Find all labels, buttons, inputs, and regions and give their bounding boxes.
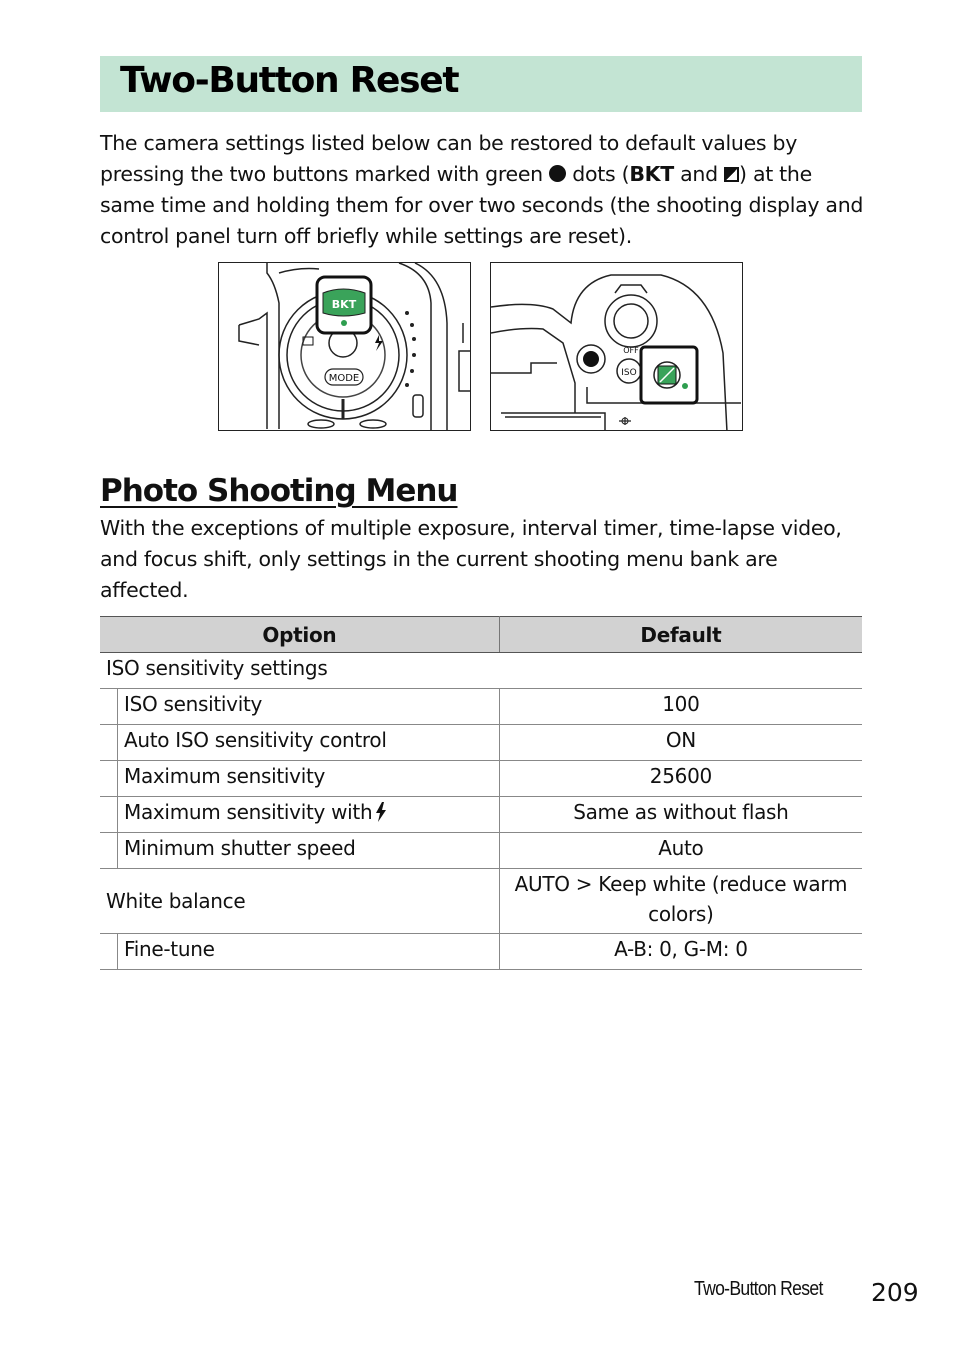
option-cell: ISO sensitivity — [117, 689, 499, 725]
option-cell — [117, 797, 499, 833]
figure-iso-label: ISO — [621, 368, 637, 378]
bkt-button-illustration — [218, 262, 471, 431]
title-banner — [100, 56, 862, 112]
option-cell: Fine-tune — [117, 934, 499, 970]
figure-bkt-label: BKT — [331, 298, 357, 311]
table-row — [100, 689, 862, 725]
table-row — [100, 797, 862, 833]
option-cell: Auto ISO sensitivity control — [117, 725, 499, 761]
option-text: Maximum sensitivity with — [123, 800, 373, 824]
header-option: Option — [100, 617, 499, 653]
reset-settings-table — [100, 616, 862, 970]
default-cell: Same as without flash — [499, 797, 862, 833]
intro-text-3: ) at the same time and holding them for over two seconds (the shooting display and control panel turn off briefly while settings are reset). — [100, 162, 864, 248]
default-cell: A-B: 0, G-M: 0 — [499, 934, 862, 970]
table-row — [100, 725, 862, 761]
section-paragraph: With the exceptions of multiple exposure, interval timer, time-lapse video, and focus shift, only settings in the current shooting menu bank are affected. — [100, 516, 842, 602]
footer-section-label: Two-Button Reset — [694, 1278, 823, 1300]
table-row — [100, 934, 862, 970]
table-row — [100, 761, 862, 797]
table-header-row — [100, 617, 862, 653]
table-row — [100, 833, 862, 869]
exposure-button-illustration — [490, 262, 743, 431]
default-cell: Auto — [499, 833, 862, 869]
intro-text-1: The camera settings listed below can be restored to default values by pressing the two buttons marked with green — [100, 131, 798, 186]
default-cell: AUTO > Keep white (reduce warm colors) — [499, 869, 862, 934]
exposure-compensation-icon — [724, 167, 739, 182]
option-cell: White balance — [100, 869, 499, 934]
page-title: Two-Button Reset — [120, 60, 459, 101]
option-cell: Minimum shutter speed — [117, 833, 499, 869]
section-heading: Photo Shooting Menu — [100, 473, 458, 509]
intro-paragraph — [100, 128, 870, 252]
page-number: 209 — [871, 1278, 919, 1307]
group-iso-settings: ISO sensitivity settings — [100, 653, 862, 689]
table-row-group — [100, 653, 862, 689]
figure-mode-label: MODE — [328, 373, 360, 384]
option-cell: Maximum sensitivity — [117, 761, 499, 797]
green-dot-icon — [549, 165, 566, 182]
bkt-label: BKT — [629, 162, 674, 186]
intro-text-2: dots ( — [566, 162, 630, 186]
default-cell: ON — [499, 725, 862, 761]
default-cell: 25600 — [499, 761, 862, 797]
flash-icon — [375, 802, 387, 822]
figure-off-label: OFF — [623, 346, 639, 355]
table-row — [100, 869, 862, 934]
header-default: Default — [499, 617, 862, 653]
intro-text-and: and — [673, 162, 725, 186]
default-cell: 100 — [499, 689, 862, 725]
